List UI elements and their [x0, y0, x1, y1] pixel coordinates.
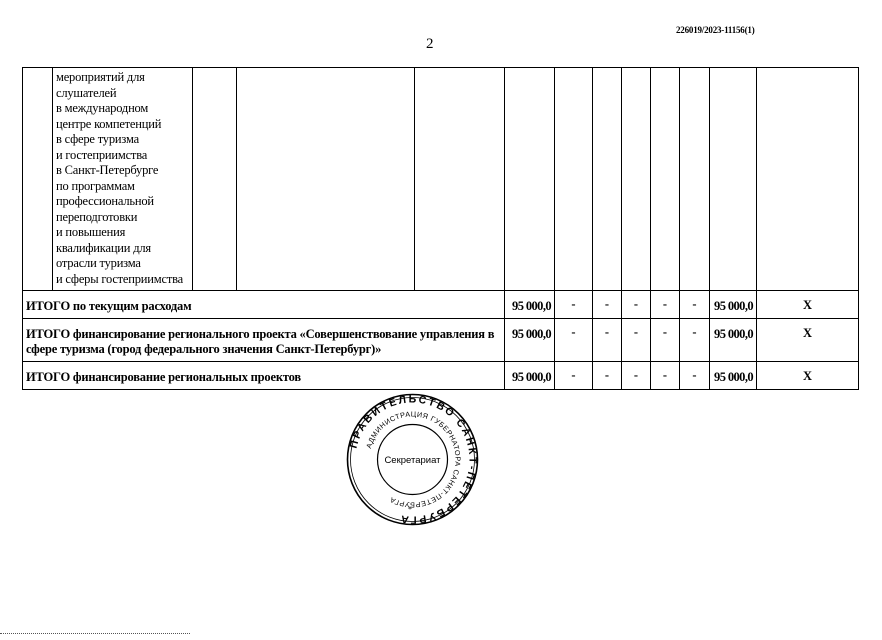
x-mark-cell: X — [757, 291, 859, 319]
dash-cell: - — [555, 291, 593, 319]
description-line: переподготовки — [56, 209, 138, 224]
dash-cell: - — [680, 319, 710, 362]
total-label: ИТОГО по текущим расходам — [23, 291, 505, 319]
blank-cell — [680, 68, 710, 291]
dash-cell: - — [622, 291, 651, 319]
blank-cell — [757, 68, 859, 291]
blank-cell — [651, 68, 680, 291]
seal-inner-textpath: АДМИНИСТРАЦИЯ ГУБЕРНАТОРА САНКТ-ПЕТЕРБУРГА — [364, 409, 463, 510]
description-line: по программам — [56, 178, 135, 193]
description-line: отрасли туризма — [56, 256, 141, 270]
description-line: в Санкт-Петербурге — [56, 163, 159, 177]
blank-cell — [710, 68, 757, 291]
x-mark-cell: X — [757, 319, 859, 362]
dash-cell: - — [555, 362, 593, 390]
official-seal — [345, 392, 480, 527]
description-line: и сферы гостеприимства — [56, 271, 183, 286]
blank-cell — [237, 68, 415, 291]
total-amount-cell: 95 000,0 — [710, 319, 757, 362]
seal-star-icon: * — [408, 505, 412, 514]
total-label: ИТОГО финансирование регионального проекта «Совершенствование управления в сфере туризма (город федерального значения Санкт-Петербург)» — [23, 319, 505, 362]
description-line: мероприятий для — [56, 70, 145, 84]
x-mark-cell: X — [757, 362, 859, 390]
blank-cell — [505, 68, 555, 291]
blank-cell — [593, 68, 622, 291]
blank-cell — [193, 68, 237, 291]
table-row-total-projects — [23, 362, 859, 390]
dash-cell: - — [555, 319, 593, 362]
amount-cell: 95 000,0 — [505, 362, 555, 390]
amount-cell: 95 000,0 — [505, 291, 555, 319]
dash-cell: - — [593, 291, 622, 319]
description-line: центре компетенций — [56, 116, 162, 131]
scan-edge-artifact — [0, 633, 190, 637]
description-line: и повышения — [56, 225, 126, 239]
dash-cell: - — [651, 319, 680, 362]
total-amount-cell: 95 000,0 — [710, 362, 757, 390]
dash-cell: - — [651, 362, 680, 390]
total-label: ИТОГО финансирование региональных проектов — [23, 362, 505, 390]
description-line: в международном — [56, 101, 149, 115]
dash-cell: - — [622, 319, 651, 362]
blank-cell — [23, 68, 53, 291]
description-line: квалификации для — [56, 240, 151, 255]
dash-cell: - — [622, 362, 651, 390]
total-amount-cell: 95 000,0 — [710, 291, 757, 319]
page-number: 2 — [426, 36, 434, 52]
dash-cell: - — [593, 362, 622, 390]
amount-cell: 95 000,0 — [505, 319, 555, 362]
budget-table — [22, 67, 859, 390]
dash-cell: - — [651, 291, 680, 319]
blank-cell — [555, 68, 593, 291]
seal-outer-textpath: ПРАВИТЕЛЬСТВО САНКТ-ПЕТЕРБУРГА — [347, 393, 479, 526]
table-row-description — [23, 68, 859, 291]
seal-center-text: Секретариат — [384, 455, 441, 466]
description-line: слушателей — [56, 85, 117, 100]
blank-cell — [622, 68, 651, 291]
description-line: и гостеприимства — [56, 147, 148, 162]
dash-cell: - — [680, 291, 710, 319]
blank-cell — [415, 68, 505, 291]
document-number: 226019/2023-11156(1) — [676, 25, 755, 35]
dash-cell: - — [593, 319, 622, 362]
table-row-total-current — [23, 291, 859, 319]
event-description-cell — [53, 68, 193, 291]
description-line: профессиональной — [56, 194, 154, 208]
table-row-total-project — [23, 319, 859, 362]
description-line: в сфере туризма — [56, 132, 139, 146]
dash-cell: - — [680, 362, 710, 390]
seal-graphic — [345, 392, 480, 527]
